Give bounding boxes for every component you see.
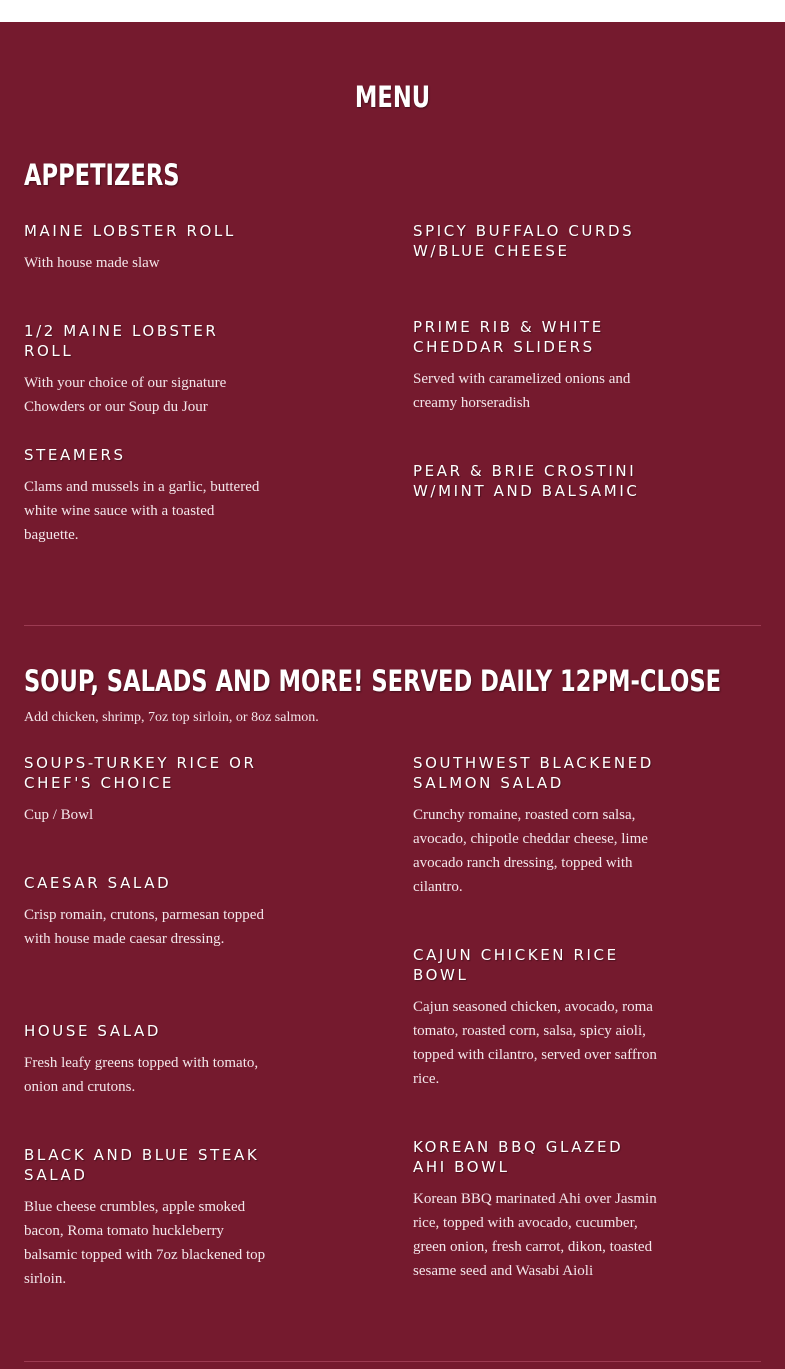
item-description: Fresh leafy greens topped with tomato, onion and crutons. [24,1055,259,1095]
menu-item-korean-bbq-ahi-bowl [413,1137,658,1283]
menu-item-house-salad [24,1021,269,1099]
menu-item-maine-lobster-roll [24,221,269,275]
menu-item-caesar-salad [24,873,269,951]
item-name: PRIME RIB & WHITE CHEDDAR SLIDERS [413,318,604,356]
item-name: SOUPS-TURKEY RICE OR CHEF'S CHOICE [24,754,257,792]
item-name: KOREAN BBQ GLAZED AHI BOWL [413,1138,624,1176]
item-name: STEAMERS [24,446,126,464]
item-name: CAJUN CHICKEN RICE BOWL [413,946,619,984]
soups-salads-heading: SOUP, SALADS AND MORE! SERVED DAILY 12PM-CLOSE [24,664,722,698]
menu-item-southwest-salmon-salad [413,753,658,899]
item-name: MAINE LOBSTER ROLL [24,222,236,240]
section-divider [24,1361,761,1362]
menu-item-pear-brie-crostini [413,461,658,501]
item-name: SPICY BUFFALO CURDS W/BLUE CHEESE [413,222,635,260]
item-description: Cup / Bowl [24,807,94,823]
item-name: CAESAR SALAD [24,874,172,892]
menu-item-black-blue-steak-salad [24,1145,269,1291]
top-white-strip [0,0,785,22]
item-name: BLACK AND BLUE STEAK SALAD [24,1146,260,1184]
menu-item-buffalo-curds [413,221,658,261]
item-description: Clams and mussels in a garlic, buttered white wine sauce with a toasted baguette. [24,479,260,543]
menu-title: MENU [354,80,431,114]
item-description: Cajun seasoned chicken, avocado, roma tomato, roasted corn, salsa, spicy aioli, topped with cilantro, served over saffron rice. [413,999,657,1087]
menu-item-prime-rib-sliders [413,317,658,415]
item-description: Served with caramelized onions and creamy horseradish [413,371,631,411]
item-description: Crunchy romaine, roasted corn salsa, avocado, chipotle cheddar cheese, lime avocado ranch dressing, topped with cilantro. [413,807,648,895]
menu-item-half-lobster-roll [24,321,269,419]
item-description: Blue cheese crumbles, apple smoked bacon, Roma tomato huckleberry balsamic topped with 7oz blackened top sirloin. [24,1199,266,1287]
item-description: With your choice of our signature Chowders or our Soup du Jour [24,375,227,415]
item-description: Korean BBQ marinated Ahi over Jasmin rice, topped with avocado, cucumber, green onion, fresh carrot, dikon, toasted sesame seed and Wasabi Aioli [413,1191,657,1279]
appetizers-heading: APPETIZERS [24,158,180,192]
item-name: HOUSE SALAD [24,1022,162,1040]
menu-item-cajun-chicken-bowl [413,945,658,1091]
item-name: 1/2 MAINE LOBSTER ROLL [24,322,219,360]
add-protein-note: Add chicken, shrimp, 7oz top sirloin, or 8oz salmon. [24,710,319,725]
item-name: SOUTHWEST BLACKENED SALMON SALAD [413,754,654,792]
section-divider [24,625,761,626]
item-name: PEAR & BRIE CROSTINI W/MINT AND BALSAMIC [413,462,640,500]
item-description: Crisp romain, crutons, parmesan topped with house made caesar dressing. [24,907,264,947]
item-description: With house made slaw [24,255,160,271]
menu-item-soups [24,753,269,827]
menu-panel [0,22,785,1369]
menu-item-steamers [24,445,269,547]
